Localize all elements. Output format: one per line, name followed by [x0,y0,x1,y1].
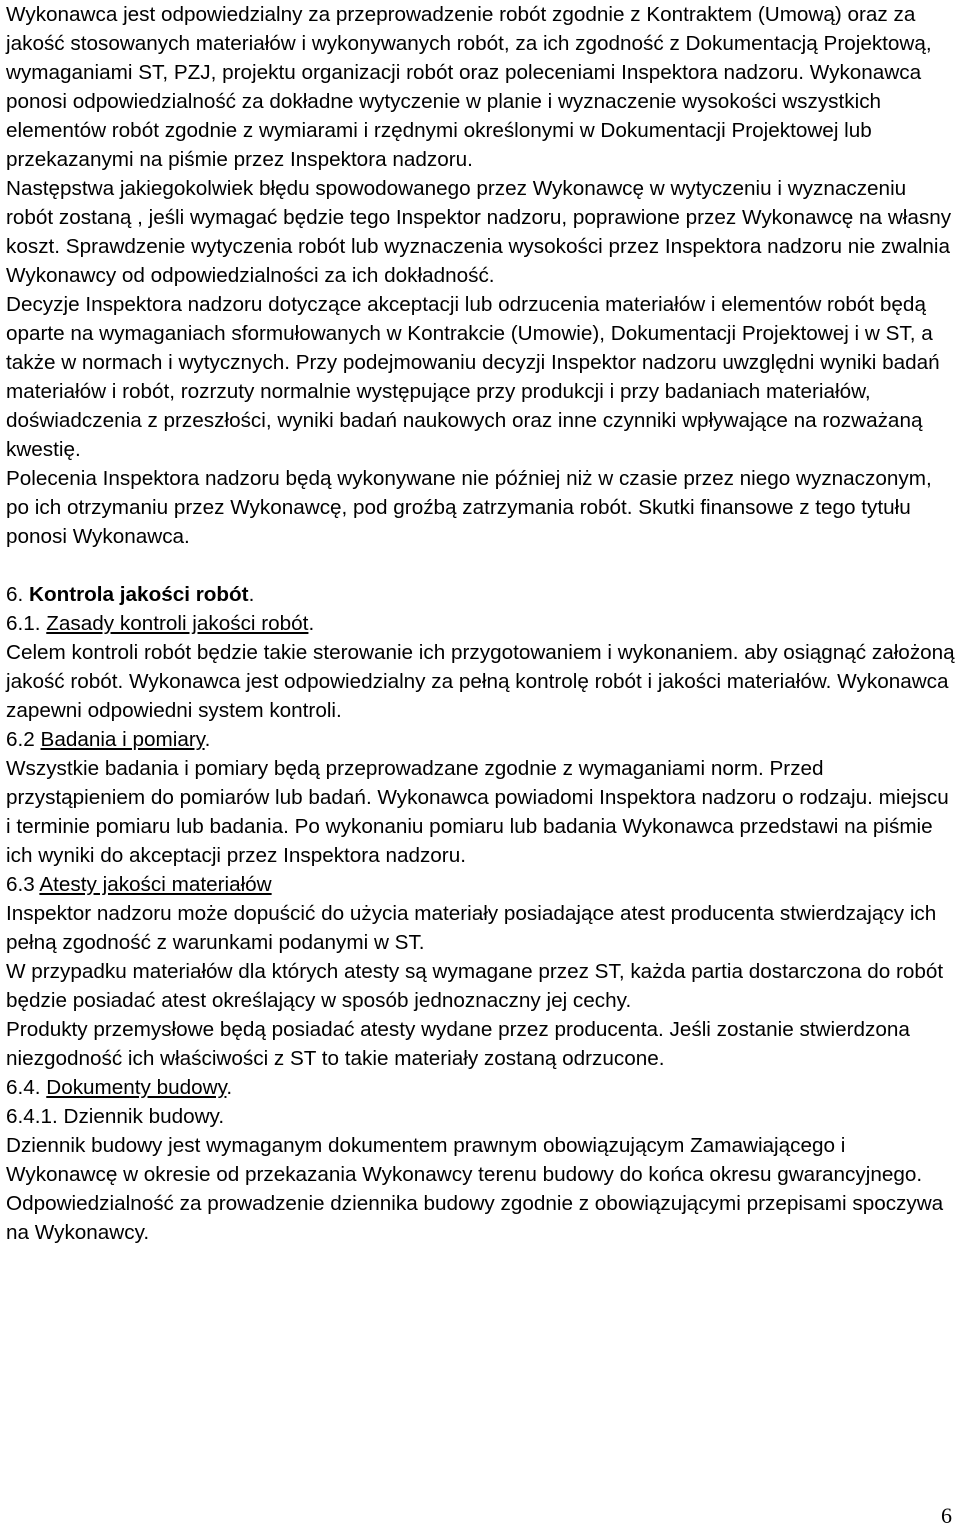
section-title: Dokumenty budowy [46,1076,227,1099]
section-title-end: . [226,1076,233,1099]
section-number: 6.3 [6,873,35,896]
paragraph-inspector-decisions: Decyzje Inspektora nadzoru dotyczące akceptacji lub odrzucenia materiałów i elementów robót będą oparte na wymaganiach sformułowanych w Kontrakcie (Umowie), Dokumentacji Projektowej i w ST, a także w normach i wytycznych. Przy podejmowaniu decyzji Inspektor nadzoru uwzględni wyniki badań materiałów i robót, rozrzuty normalnie występujące przy produkcji i przy badaniach materiałów, doświadczenia z przeszłości, wyniki badań naukowych oraz inne czynniki wpływające na rozważaną kwestię. [6,293,940,461]
section-number: 6.4. [6,1076,41,1099]
paragraph-errors: Następstwa jakiegokolwiek błędu spowodowanego przez Wykonawcę w wytyczeniu i wyznaczeniu robót zostaną , jeśli wymagać będzie tego Inspektor nadzoru, poprawione przez Wykonawcę na własny koszt. Sprawdzenie wytyczenia robót lub wyznaczenia wysokości przez Inspektora nadzoru nie zwalnia Wykonawcy od odpowiedzialności za ich dokładność. [6,177,952,287]
paragraph-text: Wykonawca jest odpowiedzialny za przeprowadzenie robót zgodnie z Kontraktem (Umową) oraz za jakość stosowanych materiałów i wykonywanych robót, za ich zgodność z Dokumentacją Projektową, wymaganiami ST, PZJ, projektu organizacji robót oraz poleceniami Inspektora nadzoru. [6,3,932,84]
section-6-3-text-1: Inspektor nadzoru może dopuścić do użycia materiały posiadające atest producenta stwierdzający ich pełną zgodność z warunkami podanymi w ST. [6,902,937,954]
section-6-4-1-heading: 6.4.1. Dziennik budowy. [6,1105,225,1128]
section-6-2-text: Wszystkie badania i pomiary będą przeprowadzane zgodnie z wymaganiami norm. Przed przystąpieniem do pomiarów lub badań. Wykonawca powiadomi Inspektora nadzoru o rodzaju. miejscu i terminie pomiaru lub badania. Po wykonaniu pomiaru lub badania Wykonawca przedstawi na piśmie ich wyniki do akceptacji przez Inspektora nadzoru. [6,757,949,867]
section-6-3-text-2: W przypadku materiałów dla których atesty są wymagane przez ST, każda partia dostarczona do robót będzie posiadać atest określający w sposób jednoznaczny jej cechy. [6,960,944,1012]
page-number: 6 [941,1503,952,1528]
section-6-heading [6,580,956,609]
paragraph-text: Wykonawca ponosi odpowiedzialność za dokładne wytyczenie w planie i wyznaczenie wysokości wszystkich elementów robót zgodnie z wymiarami i rzędnymi określonymi w Dokumentacji Projektowej lub przekazanymi na piśmie przez Inspektora nadzoru. [6,61,922,171]
section-6-1-text: Celem kontroli robót będzie takie sterowanie ich przygotowaniem i wykonaniem. aby osiągnąć założoną jakość robót. Wykonawca jest odpowiedzialny za pełną kontrolę robót i jakości materiałów. Wykonawca zapewni odpowiedni system kontroli. [6,641,955,722]
section-title-end: . [308,612,315,635]
section-6-1-heading [6,609,956,638]
section-title: Kontrola jakości robót [29,583,249,606]
section-6-3-heading [6,870,956,899]
section-6-4-heading [6,1073,956,1102]
section-title: Badania i pomiary [40,728,205,751]
section-number: 6.2 [6,728,35,751]
section-6-2-heading [6,725,956,754]
paragraph-contractor-responsibility [6,0,956,174]
section-number: 6.1. [6,612,41,635]
section-6-3-text-3: Produkty przemysłowe będą posiadać atesty wydane przez producenta. Jeśli zostanie stwierdzona niezgodność ich właściwości z ST to takie materiały zostaną odrzucone. [6,1018,910,1070]
section-6-4-1-text: Dziennik budowy jest wymaganym dokumentem prawnym obowiązującym Zamawiającego i Wykonawcę w okresie od przekazania Wykonawcy terenu budowy do końca okresu gwarancyjnego. Odpowiedzialność za prowadzenie dziennika budowy zgodnie z obowiązującymi przepisami spoczywa na Wykonawcy. [6,1134,944,1244]
section-title-end: . [248,583,255,606]
section-title: Atesty jakości materiałów [39,873,272,896]
document-page [6,0,956,1247]
section-title-end: . [204,728,211,751]
paragraph-inspector-orders: Polecenia Inspektora nadzoru będą wykonywane nie później niż w czasie przez niego wyznaczonym, po ich otrzymaniu przez Wykonawcę, pod groźbą zatrzymania robót. Skutki finansowe z tego tytułu ponosi Wykonawca. [6,467,932,548]
section-title: Zasady kontroli jakości robót [46,612,309,635]
section-number: 6. [6,583,24,606]
